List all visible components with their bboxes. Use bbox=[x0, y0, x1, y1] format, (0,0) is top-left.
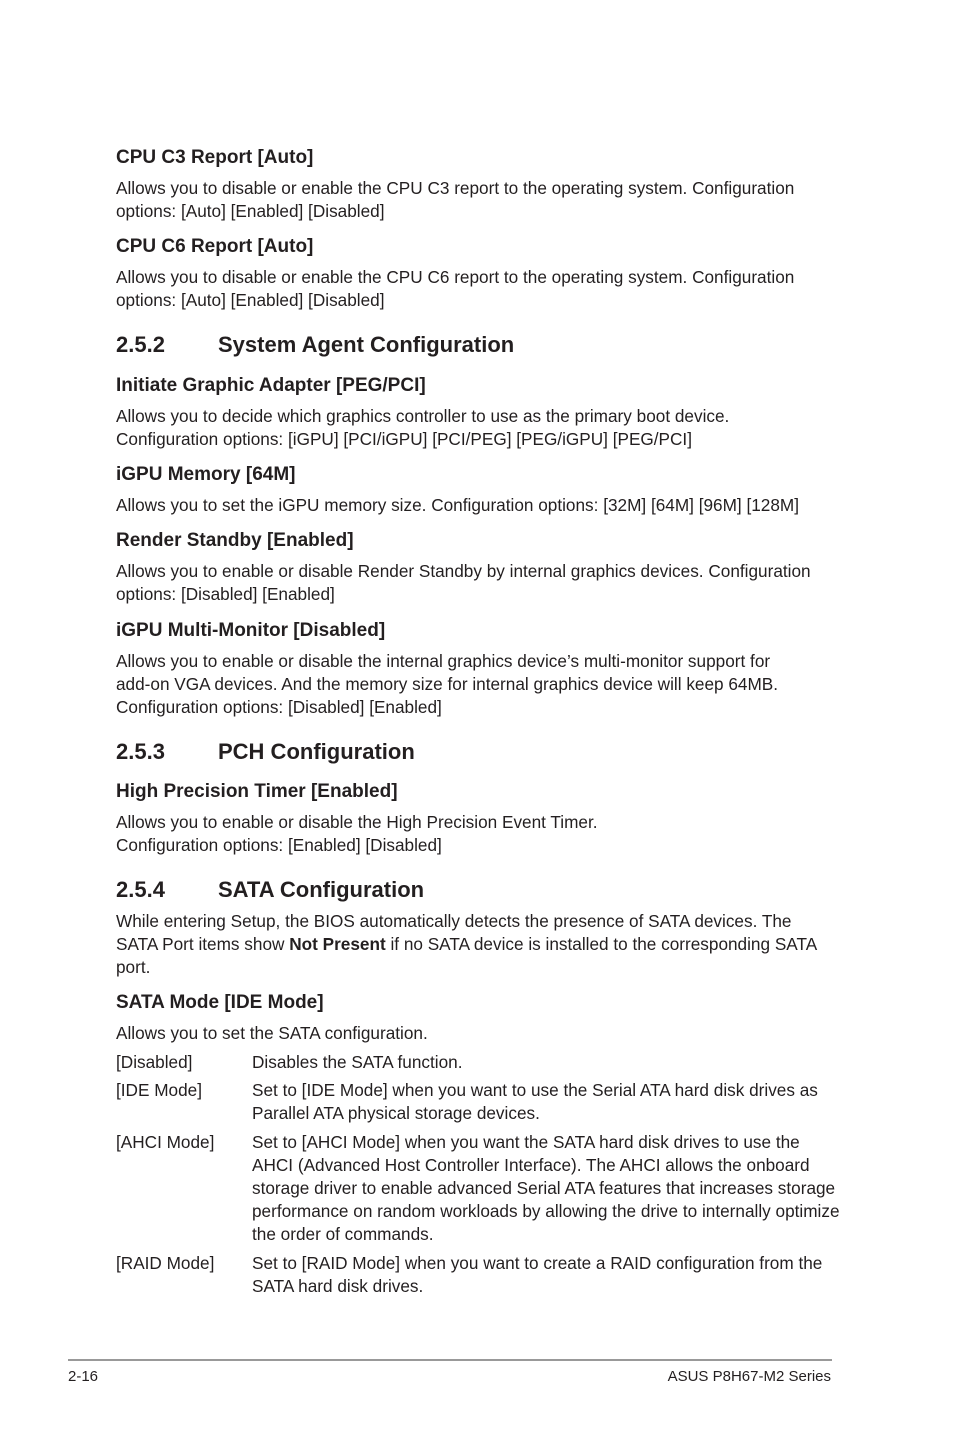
sata-mode-description: Allows you to set the SATA configuration. bbox=[116, 1023, 428, 1043]
section-title: System Agent Configuration bbox=[218, 332, 515, 357]
option-desc-raid-mode: Set to [RAID Mode] when you want to create a RAID configuration from the SATA hard disk drives. bbox=[252, 1253, 823, 1296]
high-precision-timer-heading: High Precision Timer [Enabled] bbox=[116, 781, 398, 802]
section-title: PCH Configuration bbox=[218, 739, 415, 764]
section-number: 2.5.3 bbox=[116, 739, 165, 764]
description-line: Configuration options: [Enabled] [Disabled] bbox=[116, 835, 442, 855]
igpu-memory-heading: iGPU Memory [64M] bbox=[116, 464, 296, 485]
render-standby-heading: Render Standby [Enabled] bbox=[116, 530, 354, 551]
igpu-multi-monitor-description bbox=[116, 650, 836, 719]
description-line: add-on VGA devices. And the memory size for internal graphics device will keep 64MB. bbox=[116, 674, 779, 694]
option-term-disabled: [Disabled] bbox=[116, 1052, 193, 1072]
initiate-graphic-adapter-description bbox=[116, 405, 836, 451]
section-heading-sata bbox=[116, 877, 424, 903]
option-desc-ide-mode: Set to [IDE Mode] when you want to use the Serial ATA hard disk drives as Parallel ATA physical storage devices. bbox=[252, 1080, 818, 1123]
sata-intro-text: if no SATA device is installed to the corresponding SATA port. bbox=[116, 934, 817, 977]
sata-intro-paragraph bbox=[116, 910, 836, 979]
description-line: Configuration options: [iGPU] [PCI/iGPU] [PCI/PEG] [PEG/iGPU] [PEG/PCI] bbox=[116, 429, 692, 449]
sata-intro-text: While entering Setup, the BIOS automatically detects the presence of SATA devices. The SATA Port items show bbox=[116, 911, 792, 954]
section-number: 2.5.2 bbox=[116, 332, 165, 357]
sata-mode-heading: SATA Mode [IDE Mode] bbox=[116, 992, 324, 1013]
render-standby-description: Allows you to enable or disable Render Standby by internal graphics devices. Configuration options: [Disabled] [Enabled] bbox=[116, 561, 811, 604]
cpu-c3-report-heading: CPU C3 Report [Auto] bbox=[116, 147, 314, 168]
section-title: SATA Configuration bbox=[218, 877, 425, 902]
page-number: 2-16 bbox=[68, 1368, 99, 1385]
high-precision-timer-description bbox=[116, 811, 836, 857]
igpu-memory-description: Allows you to set the iGPU memory size. Configuration options: [32M] [64M] [96M] [128M] bbox=[116, 495, 800, 515]
option-term-ahci-mode: [AHCI Mode] bbox=[116, 1132, 215, 1152]
description-line: Allows you to enable or disable the internal graphics device’s multi-monitor support for bbox=[116, 651, 771, 671]
footer-divider bbox=[68, 1359, 832, 1361]
section-heading-pch bbox=[116, 739, 415, 765]
description-line: Configuration options: [Disabled] [Enabled] bbox=[116, 697, 442, 717]
option-desc-disabled: Disables the SATA function. bbox=[252, 1052, 463, 1072]
section-heading-system-agent bbox=[116, 332, 514, 358]
section-number: 2.5.4 bbox=[116, 877, 165, 902]
option-term-ide-mode: [IDE Mode] bbox=[116, 1080, 202, 1100]
not-present-emphasis: Not Present bbox=[289, 934, 386, 954]
option-desc-ahci-mode: Set to [AHCI Mode] when you want the SATA hard disk drives to use the AHCI (Advanced Host Controller Interface). The AHCI allows the onboard storage driver to enable advanced Serial ATA features that increases storage performance on random workloads by allowing the drive to internally optimize the order of commands. bbox=[252, 1132, 840, 1244]
igpu-multi-monitor-heading: iGPU Multi-Monitor [Disabled] bbox=[116, 620, 386, 641]
cpu-c3-report-description: Allows you to disable or enable the CPU C3 report to the operating system. Configuration options: [Auto] [Enabled] [Disabled] bbox=[116, 178, 795, 221]
description-line: Allows you to enable or disable the High Precision Event Timer. bbox=[116, 812, 598, 832]
option-term-raid-mode: [RAID Mode] bbox=[116, 1253, 215, 1273]
cpu-c6-report-heading: CPU C6 Report [Auto] bbox=[116, 236, 314, 257]
description-line: Allows you to decide which graphics controller to use as the primary boot device. bbox=[116, 406, 730, 426]
initiate-graphic-adapter-heading: Initiate Graphic Adapter [PEG/PCI] bbox=[116, 375, 426, 396]
product-name: ASUS P8H67-M2 Series bbox=[667, 1368, 831, 1385]
cpu-c6-report-description: Allows you to disable or enable the CPU C6 report to the operating system. Configuration options: [Auto] [Enabled] [Disabled] bbox=[116, 267, 795, 310]
